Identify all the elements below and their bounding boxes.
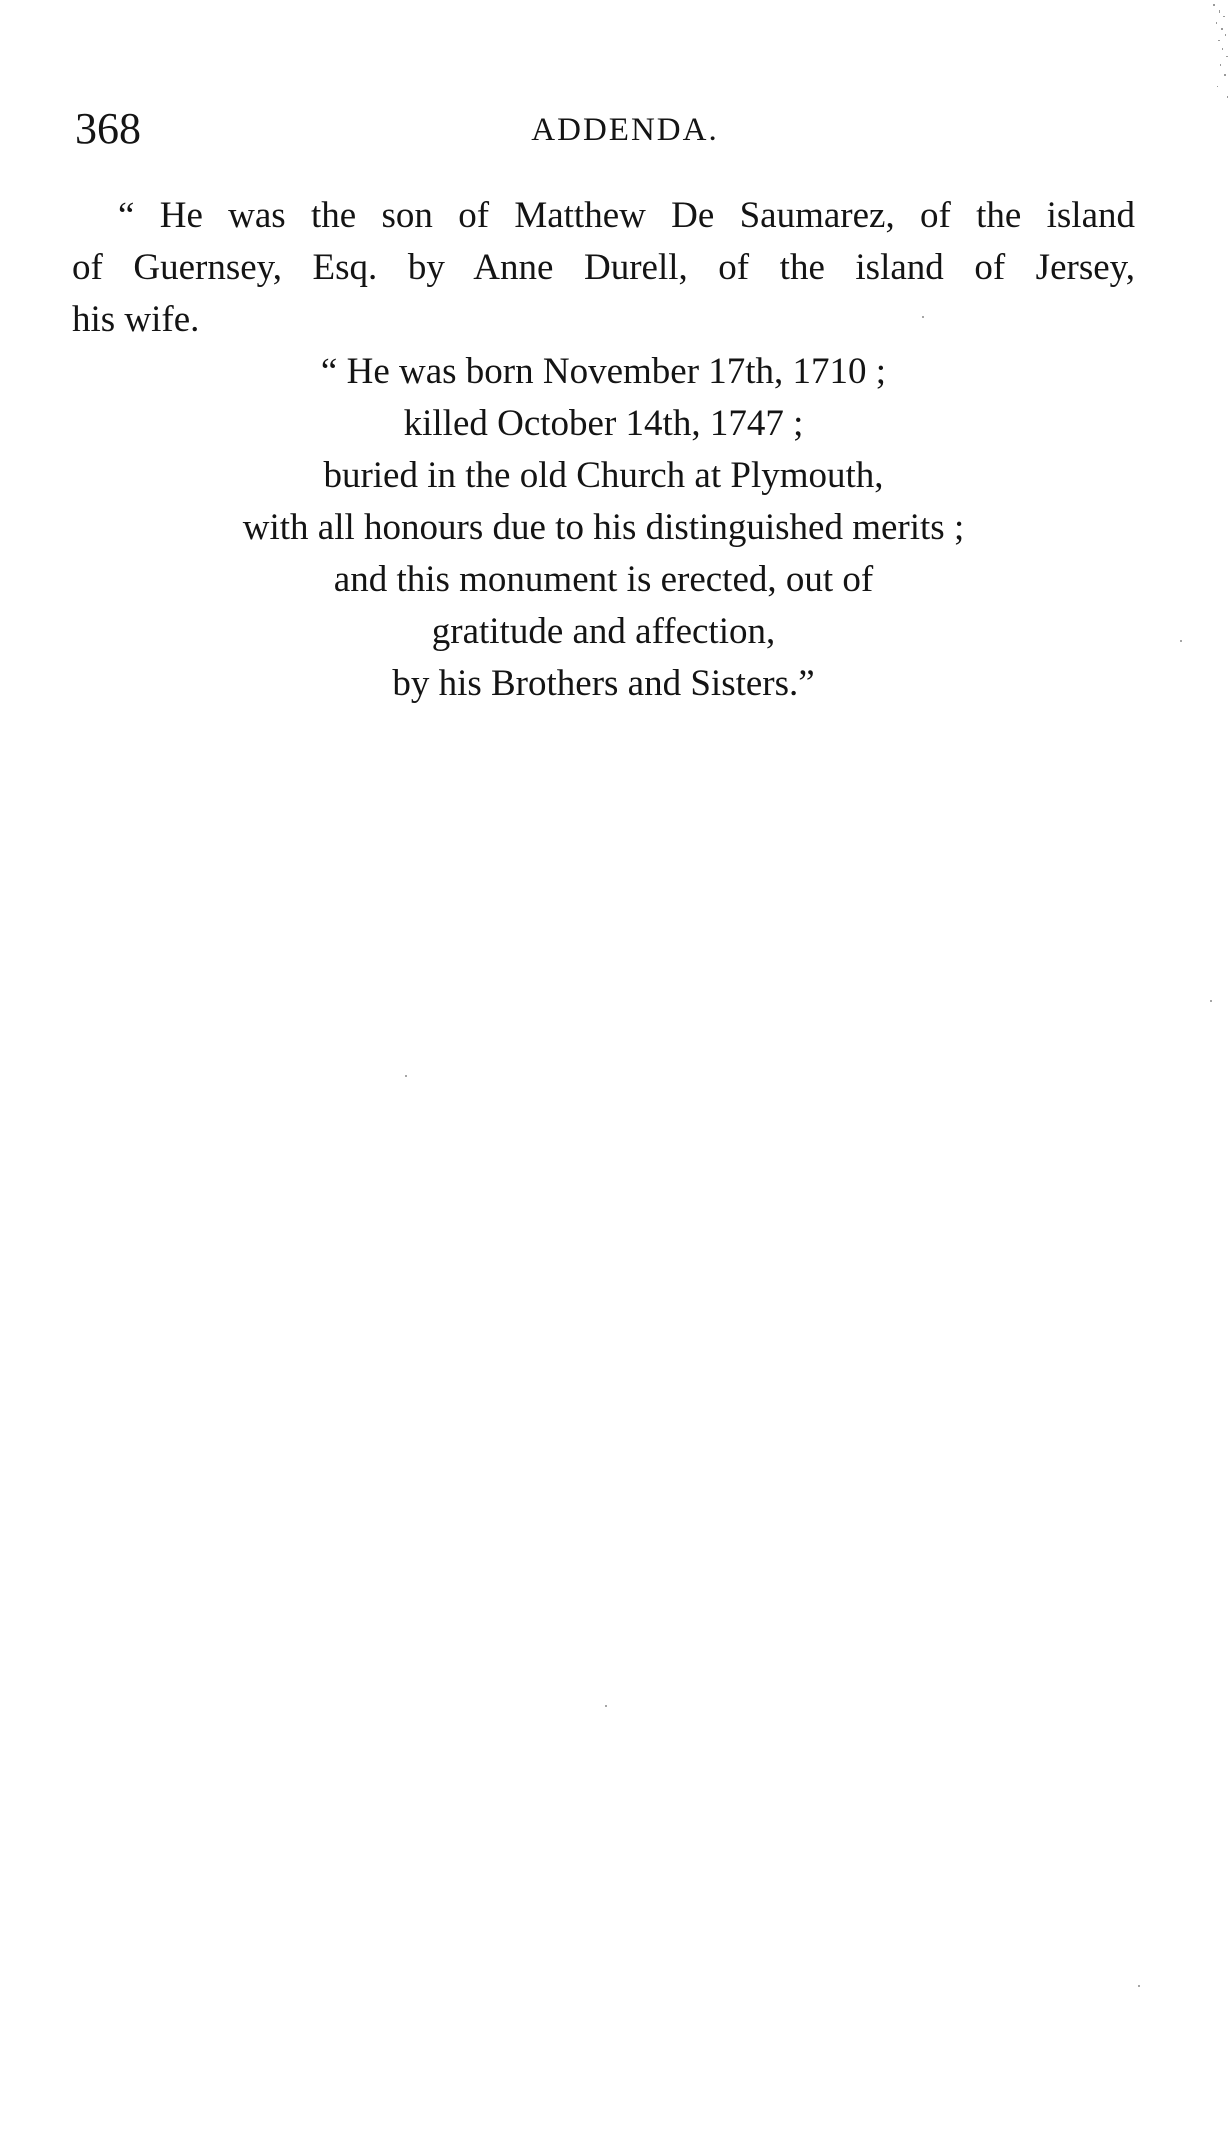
inscription-line: “ He was born November 17th, 1710 ; xyxy=(320,351,887,392)
paper-speck xyxy=(922,316,924,318)
paper-speck xyxy=(1210,1000,1212,1002)
paragraph-line: “ He was the son of Matthew De Saumarez, of the island xyxy=(118,195,1135,236)
inscription-line: with all honours due to his distinguished merits ; xyxy=(242,507,965,548)
paragraph xyxy=(72,190,1135,346)
paper-speck xyxy=(405,1075,407,1077)
inscription-line: and this monument is erected, out of xyxy=(333,559,874,600)
inscription-line: by his Brothers and Sisters.” xyxy=(392,663,815,704)
page-number: 368 xyxy=(75,104,141,153)
scan-edge-noise xyxy=(1205,0,1231,110)
paragraph-line: of Guernsey, Esq. by Anne Durell, of the island of Jersey, xyxy=(72,247,1135,288)
paper-speck xyxy=(1180,640,1182,642)
inscription-line: buried in the old Church at Plymouth, xyxy=(323,455,884,496)
paragraph-line: his wife. xyxy=(72,299,200,340)
monument-inscription xyxy=(72,346,1135,710)
body-text xyxy=(72,190,1135,710)
inscription-line: gratitude and affection, xyxy=(431,611,776,652)
paper-speck xyxy=(1138,1985,1140,1987)
paper-speck xyxy=(605,1705,607,1707)
inscription-line: killed October 14th, 1747 ; xyxy=(403,403,804,444)
running-head xyxy=(75,104,1135,154)
running-title: ADDENDA. xyxy=(531,112,719,148)
